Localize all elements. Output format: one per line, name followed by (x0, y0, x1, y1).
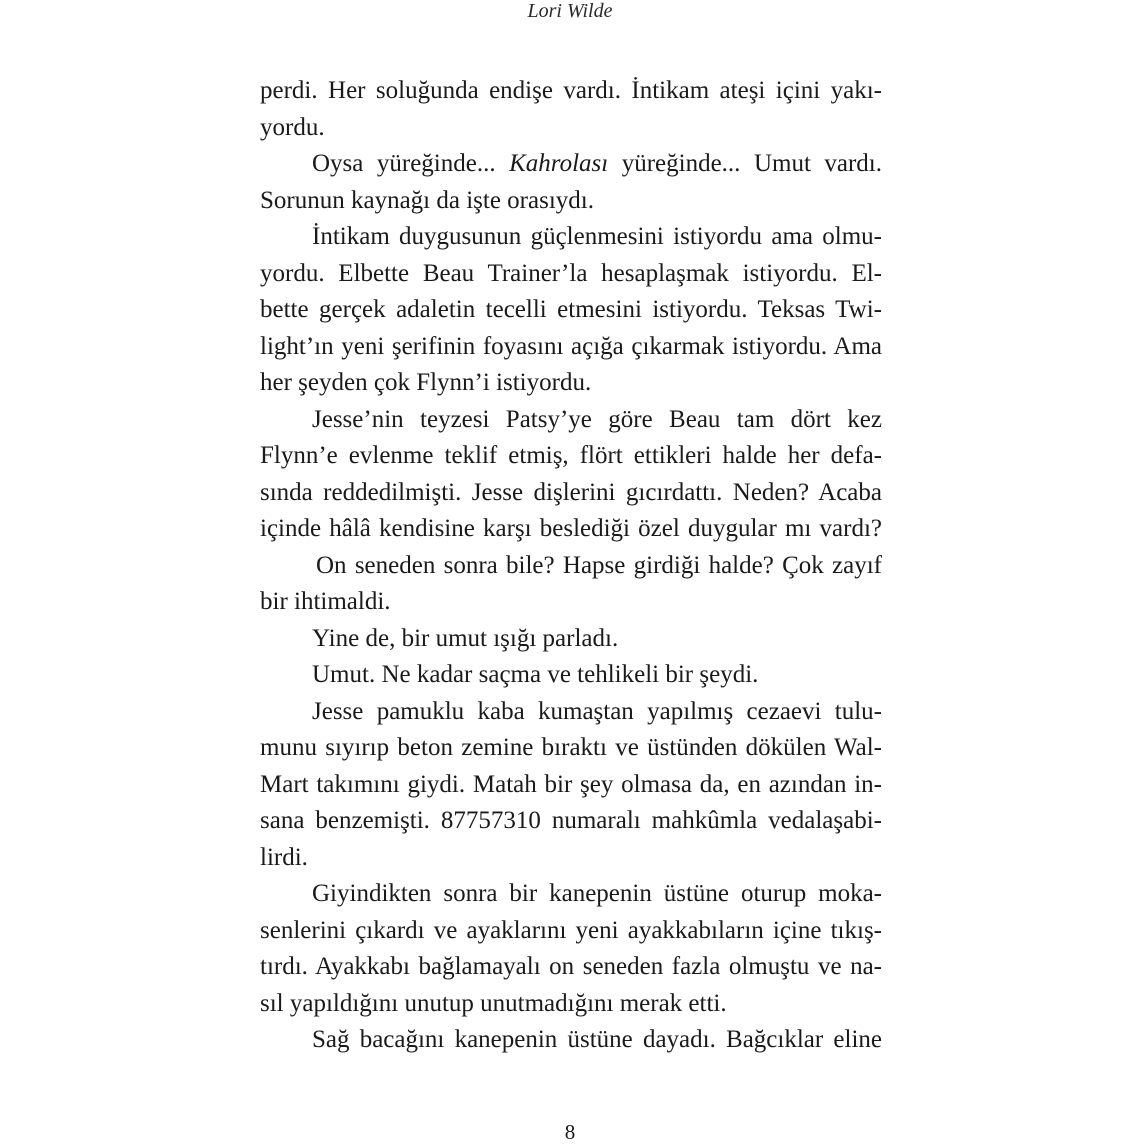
text-line: Flynn’e evlenme teklif etmiş, flört ettikleri halde her defa- (260, 442, 882, 469)
page-number: 8 (564, 1120, 576, 1144)
text-line: Mart takımını giydi. Matah bir şey olmasa da, en azından in- (260, 770, 882, 798)
text-segment: yüreğinde... Umut vardı. (608, 150, 883, 177)
text-line: her şeyden çok Flynn’i istiyordu. (260, 369, 592, 396)
text-line: sana benzemişti. 87757310 numaralı mahkûmla vedalaşabi- (260, 807, 882, 834)
text-line: On seneden sonra bile? Hapse girdiği halde? Çok zayıf (316, 551, 882, 579)
text-line: Umut. Ne kadar saçma ve tehlikeli bir şeydi. (312, 661, 759, 688)
text-line: sıl yapıldığını unutup unutmadığını merak etti. (260, 989, 727, 1017)
running-header: Lori Wilde (527, 0, 613, 22)
text-line: Giyindikten sonra bir kanepenin üstüne oturup moka- (312, 880, 882, 907)
text-line: içinde hâlâ kendisine karşı beslediği özel duygular mı vardı? (260, 515, 882, 542)
text-line: bette gerçek adaletin tecelli etmesini istiyordu. Teksas Twi- (260, 296, 882, 323)
body-text (260, 73, 882, 1059)
text-line: munu sıyırıp beton zemine bıraktı ve üstünden dökülen Wal- (260, 734, 882, 761)
text-line: light’ın yeni şerifinin foyasını açığa çıkarmak istiyordu. Ama (260, 332, 882, 360)
text-line (260, 146, 882, 183)
text-line: perdi. Her soluğunda endişe vardı. İntikam ateşi içini yakı- (260, 77, 882, 104)
text-line: İntikam duygusunun güçlenmesini istiyordu ama olmu- (312, 223, 882, 250)
text-line: Yine de, bir umut ışığı parladı. (312, 624, 619, 652)
text-line: senlerini çıkardı ve ayaklarını yeni ayakkabıların içine tıkış- (260, 916, 882, 944)
text-line: lirdi. (260, 843, 308, 871)
text-line: Sağ bacağını kanepenin üstüne dayadı. Bağcıklar eline (312, 1026, 882, 1053)
text-line: Jesse pamuklu kaba kumaştan yapılmış cezaevi tulu- (312, 697, 882, 725)
text-line: tırdı. Ayakkabı bağlamayalı on seneden fazla olmuştu ve na- (260, 953, 882, 980)
text-segment: Oysa yüreğinde... (312, 150, 510, 177)
text-line: Sorunun kaynağı da işte orasıydı. (260, 186, 594, 214)
emphasized-word: Kahrolası (509, 150, 609, 177)
text-line: sında reddedilmişti. Jesse dişlerini gıcırdattı. Neden? Acaba (260, 478, 882, 506)
text-line: Jesse’nin teyzesi Patsy’ye göre Beau tam dört kez (312, 405, 882, 433)
text-line: yordu. (260, 113, 325, 141)
text-line: yordu. Elbette Beau Trainer’la hesaplaşmak istiyordu. El- (260, 259, 882, 287)
text-line: bir ihtimaldi. (260, 588, 391, 615)
